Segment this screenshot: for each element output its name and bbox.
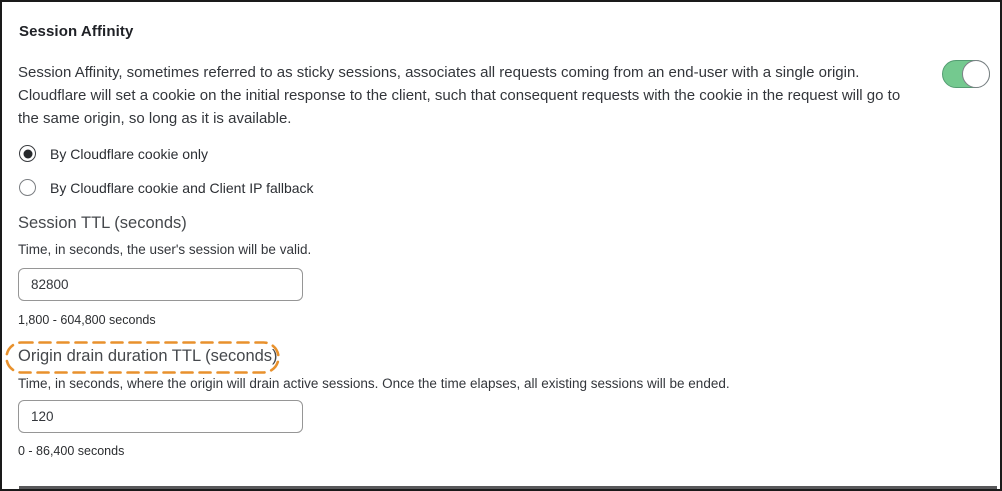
toggle-knob-icon [962,60,990,88]
session-ttl-range-hint: 1,800 - 604,800 seconds [18,313,156,327]
radio-label-cookie-only: By Cloudflare cookie only [50,145,208,162]
radio-option-cookie-ip-fallback[interactable] [19,179,314,196]
origin-drain-range-hint: 0 - 86,400 seconds [18,444,125,458]
session-ttl-description: Time, in seconds, the user's session will be valid. [18,242,312,257]
radio-selected-icon [19,145,36,162]
radio-label-cookie-ip-fallback: By Cloudflare cookie and Client IP fallback [50,179,314,196]
origin-drain-input[interactable] [18,400,303,433]
radio-unselected-icon [19,179,36,196]
session-affinity-toggle[interactable] [942,60,990,88]
origin-drain-heading: Origin drain duration TTL (seconds) [18,347,278,365]
session-ttl-heading: Session TTL (seconds) [18,214,187,232]
session-ttl-input[interactable] [18,268,303,301]
radio-option-cookie-only[interactable] [19,145,208,162]
origin-drain-description: Time, in seconds, where the origin will drain active sessions. Once the time elapses, all existing sessions will be ended. [18,376,730,391]
panel-description: Session Affinity, sometimes referred to as sticky sessions, associates all requests coming from an end-user with a single origin. Cloudflare will set a cookie on the initial response to the client, such that consequent requests with the cookie in the request will go to the same origin, so long as it is available. [18,64,901,127]
bottom-divider [19,486,997,489]
panel-title: Session Affinity [19,23,134,40]
